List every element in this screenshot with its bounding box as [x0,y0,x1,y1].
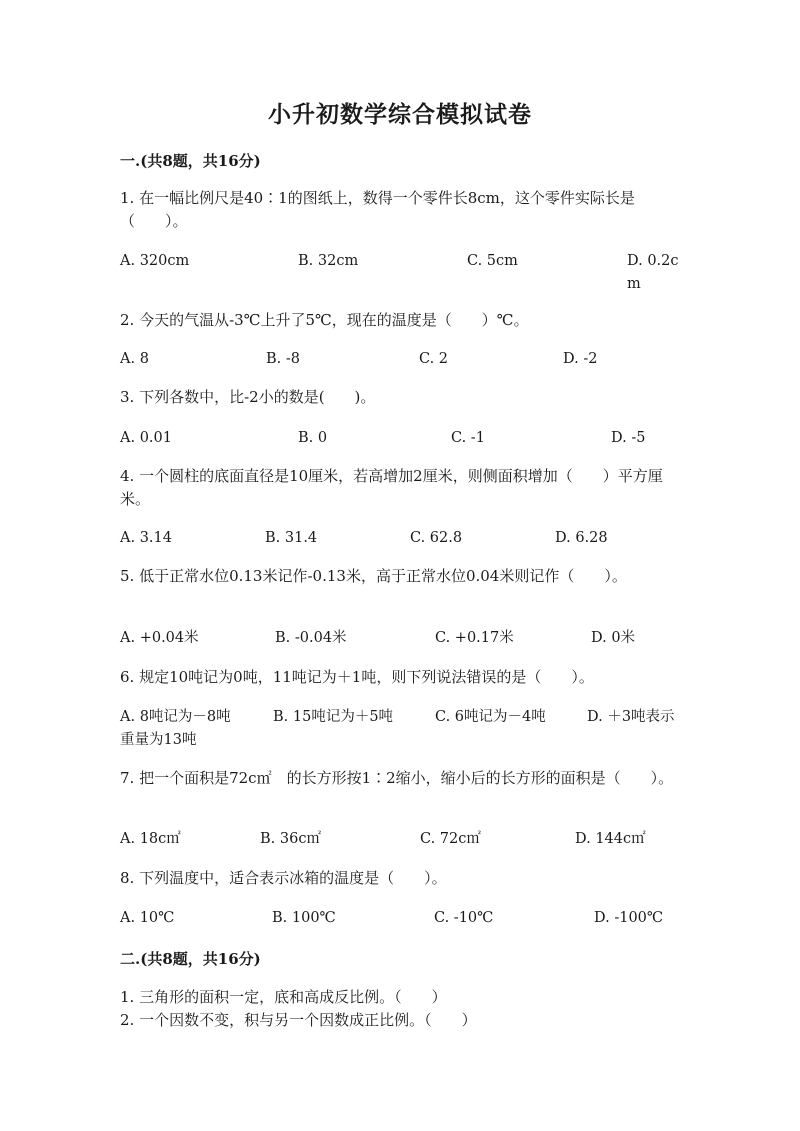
option-c: C. 2 [419,351,449,367]
question-1-4: 4. 一个圆柱的底面直径是10厘米，若高增加2厘米，则侧面积增加（ ）平方厘米。 [120,467,663,508]
option-c: C. 62.8 [410,530,463,546]
option-d: D. 0.2cm [627,253,679,292]
question-1-1: 1. 在一幅比例尺是40∶1的图纸上，数得一个零件长8cm，这个零件实际长是（ ）。 [120,189,635,230]
question-1-3: 3. 下列各数中，比-2小的数是( )。 [120,388,376,406]
question-1-6: 6. 规定10吨记为0吨，11吨记为＋1吨，则下列说法错误的是（ ）。 [120,668,594,686]
question-1-7: 7. 把一个面积是72c㎡ 的长方形按1∶2缩小，缩小后的长方形的面积是（ ）。 [120,769,674,787]
option-b: B. 32cm [298,253,359,269]
section-heading-2: 二.(共8题，共16分) [120,950,261,968]
option-d: D. -2 [563,351,598,367]
option-c: C. -10℃ [434,910,494,926]
option-b: B. -0.04米 [275,630,347,646]
option-d: D. -100℃ [594,910,664,926]
option-b: B. 36c㎡ [260,831,321,847]
option-a: A. 8 [120,351,149,367]
question-2-1: 1. 三角形的面积一定，底和高成反比例。（ ） [120,988,447,1006]
question-1-5: 5. 低于正常水位0.13米记作-0.13米，高于正常水位0.04米则记作（ ）。 [120,567,627,585]
option-b: B. 100℃ [272,910,336,926]
option-a: A. +0.04米 [120,630,199,646]
option-a: A. 3.14 [120,530,172,546]
option-c: C. 6吨记为－4吨 [435,709,546,725]
question-1-8: 8. 下列温度中，适合表示冰箱的温度是（ ）。 [120,869,447,887]
option-d: D. -5 [611,430,646,446]
question-1-2: 2. 今天的气温从-3℃上升了5℃，现在的温度是（ ）℃。 [120,311,529,329]
option-c: C. -1 [451,430,485,446]
option-a: A. 320cm [120,253,190,269]
option-b: B. -8 [266,351,300,367]
option-b: B. 0 [298,430,328,446]
option-d: D. 6.28 [555,530,608,546]
option-c: C. 5cm [467,253,518,269]
option-b: B. 31.4 [265,530,318,546]
option-a: A. 8吨记为－8吨 [120,709,231,725]
option-c: C. 72c㎡ [420,831,481,847]
option-b: B. 15吨记为＋5吨 [273,709,394,725]
option-c: C. +0.17米 [435,630,514,646]
option-a: A. 10℃ [120,910,175,926]
question-2-2: 2. 一个因数不变，积与另一个因数成正比例。（ ） [120,1011,477,1029]
page-title: 小升初数学综合模拟试卷 [268,101,532,128]
option-d: D. ＋3吨表示重量为13吨 [120,709,675,748]
option-d: D. 0米 [591,630,636,646]
option-a: A. 18c㎡ [120,831,181,847]
option-a: A. 0.01 [120,430,172,446]
section-heading-1: 一.(共8题，共16分) [120,152,261,170]
option-d: D. 144c㎡ [575,831,646,847]
